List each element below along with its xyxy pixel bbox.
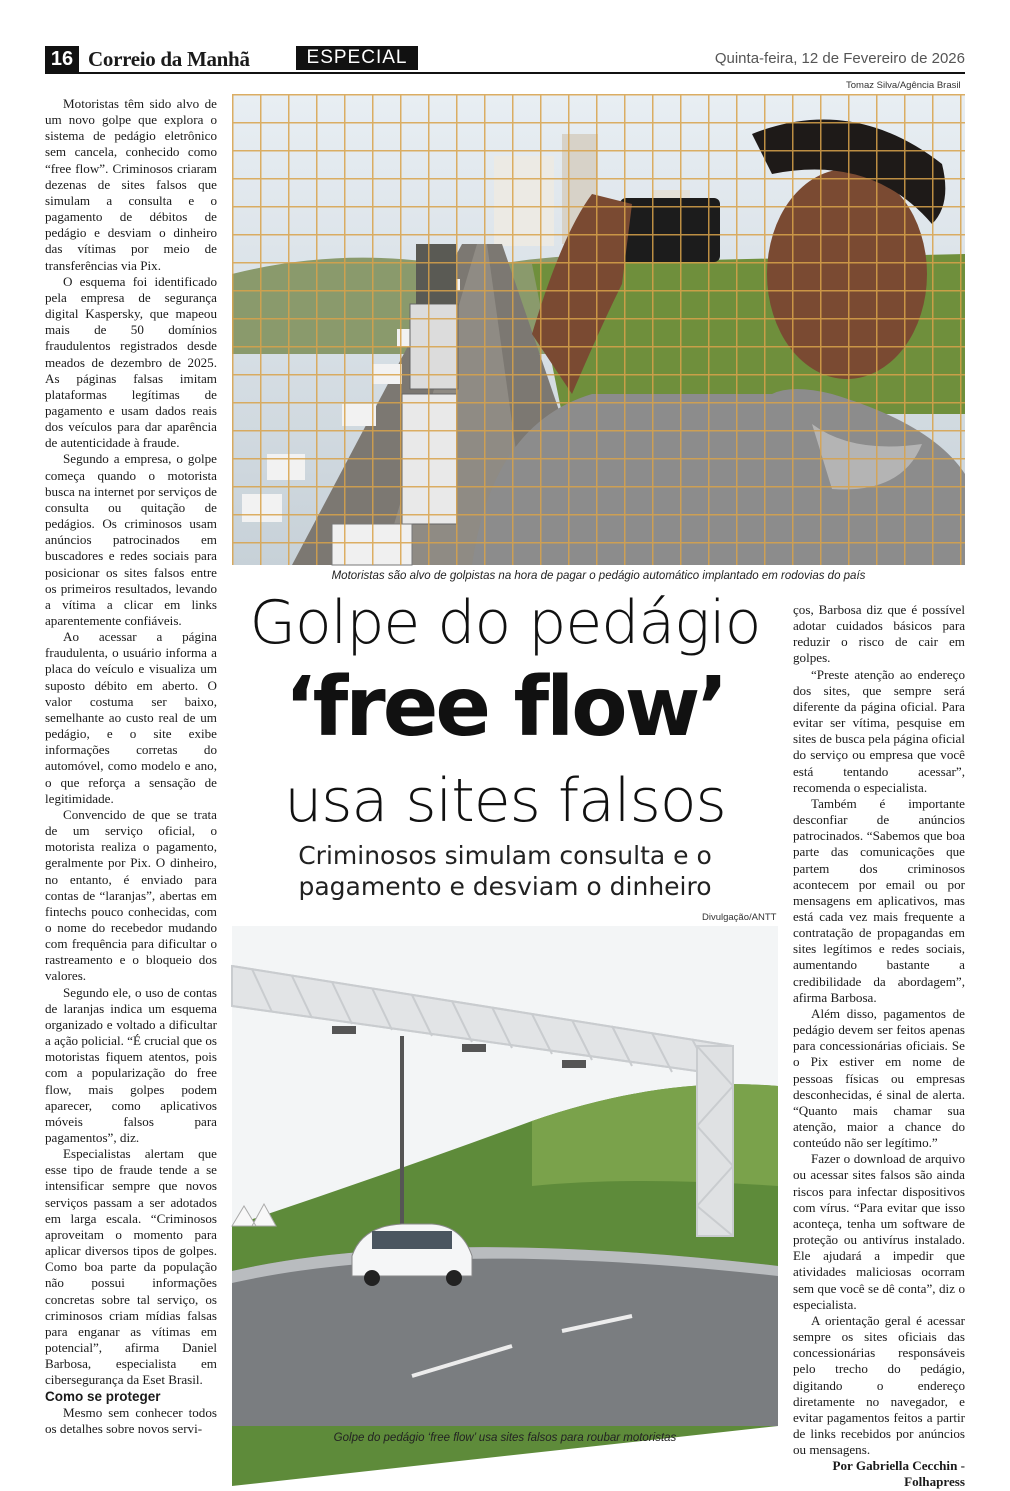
photo-highway-traffic: [232, 94, 965, 565]
masthead-logo: Correio da Manhã: [88, 47, 250, 71]
article-paragraph: A orientação geral é acessar sempre os sites oficiais das concessionárias responsáveis pelo trecho do pedágio, digitando o endereço diretamente no navegador, e evitar pagamentos feitos a partir de links recebidos por anúncios ou mensagens.: [793, 1312, 965, 1458]
article-paragraph: Convencido de que se trata de um serviço oficial, o motorista realiza o pagamento, geralmente por Pix. O dinheiro, no entanto, é enviado para contas de “laranjas”, abertas em fintechs pouco conhecidas, com o nome do recebedor mudando com frequência para dificultar o rastreamento e o bloqueio dos valores.: [45, 806, 217, 984]
byline-author: Por Gabriella Cecchin -: [832, 1458, 965, 1474]
article-paragraph: Fazer o download de arquivo ou acessar sites falsos são ainda riscos para infectar dispositivos com vírus. “Para evitar que isso aconteça, tenha um software de proteção ou antivírus instalado. Ele ajudará a impedir que atividades maliciosas ocorram sem que você se dê conta”, diz o especialista.: [793, 1151, 965, 1312]
article-paragraph: Segundo a empresa, o golpe começa quando o motorista busca na internet por serviços de consulta ou quitação de pedágios. Os criminosos usam anúncios patrocinados em buscadores e redes sociais para posicionar os sites falsos entre os primeiros resultados, levando a vítima a clicar em links aparentemente confiáveis.: [45, 451, 217, 628]
article-paragraph: “Preste atenção ao endereço dos sites, que sempre será diferente da página oficial. Para evitar ser vítima, pesquise em sites de busca pela página oficial do serviço ou empresa que você está tentando acessar”, recomenda o especialista.: [793, 666, 965, 795]
page-header: [0, 0, 1010, 80]
page-number: 16: [45, 46, 79, 72]
article-paragraph: O esquema foi identificado pela empresa de segurança digital Kaspersky, que mapeou mais de 50 domínios fraudulentos registrados desde meados de dezembro de 2025. As páginas falsas imitam plataformas legítimas de pagamento e usam dados reais dos veículos para dar aparência de autenticidade à fraude.: [45, 273, 217, 451]
headline-subtitle: Criminosos simulam consulta e o pagamento e desviam o dinheiro: [298, 841, 712, 901]
photo-credit-top: Tomaz Silva/Agência Brasil: [846, 80, 961, 91]
photo-toll-gantry: [232, 926, 778, 1426]
byline-agency: Folhapress: [904, 1474, 965, 1490]
headline-line-1: Golpe do pedágio: [249, 588, 761, 658]
photo-caption-bottom: Golpe do pedágio ‘free flow’ usa sites falsos para roubar motoristas: [333, 1432, 677, 1444]
article-paragraph: Ao acessar a página fraudulenta, o usuário informa a placa do veículo e visualiza um suposto débito em aberto. O valor costuma ser baixo, semelhante ao custo real de um pedágio, e o site exibe informações corretas do automóvel, como modelo e ano, o que reforça a sensação de legitimidade.: [45, 629, 217, 806]
headline-line-3: usa sites falsos: [284, 766, 726, 836]
photo-credit-bottom: Divulgação/ANTT: [702, 912, 777, 923]
article-paragraph: ços, Barbosa diz que é possível adotar cuidados básicos para reduzir o risco de cair em golpes.: [793, 602, 965, 666]
article-paragraph: Também é importante desconfiar de anúncios patrocinados. “Sabemos que boa parte das comunicações que partem dos criminosos acontecem por email ou por mensagens em aplicativos, mas está cada vez mais frequente a contratação de propagandas em sites legítimos e redes sociais, aumentando bastante a credibilidade da abordagem”, afirma Barbosa.: [793, 795, 965, 1005]
article-paragraph: Especialistas alertam que esse tipo de fraude tende a se intensificar sempre que novos serviços passam a ser adotados em larga escala. “Criminosos aproveitam o momento para aplicar diversos tipos de golpes. Como boa parte da população não possui informações concretas sobre tal serviço, os criminosos criam mídias falsas para enganar as vítimas em potencial”, afirma Daniel Barbosa, especialista em cibersegurança da Eset Brasil.: [45, 1146, 217, 1388]
article-paragraph: Motoristas têm sido alvo de um novo golpe que explora o sistema de pedágio eletrônico sem cancela, conhecido como “free flow”. Criminosos criaram dezenas de sites falsos que simulam a consulta e o pagamento de débitos de pedágio e desviam o dinheiro das vítimas por meio de transferências via Pix.: [45, 96, 217, 273]
article-column-right: [793, 602, 965, 1490]
article-paragraph: Mesmo sem conhecer todos os detalhes sobre novos servi-: [45, 1404, 217, 1436]
photo-gantry-illustration: [232, 926, 778, 1426]
headline-line-2: ‘free flow’: [284, 660, 726, 755]
photo-highway-illustration: [232, 94, 965, 565]
article-column-left: [45, 96, 217, 1458]
subhead: Como se proteger: [45, 1388, 161, 1404]
issue-date: Quinta-feira, 12 de Fevereiro de 2026: [714, 50, 965, 67]
article-paragraph: Além disso, pagamentos de pedágio devem ser feitos apenas para concessionárias oficiais. Se o Pix estiver em nome de pessoas físicas ou empresas desconhecidas, é sinal de alerta. “Quanto mais chamar sua atenção, maior a chance do conteúdo não ser legítimo.”: [793, 1005, 965, 1151]
article-paragraph: Segundo ele, o uso de contas de laranjas indica um esquema organizado e voltado a dificultar a ação policial. “É crucial que os motoristas fiquem atentos, pois com a popularização do free flow, mais golpes podem aparecer, como aplicativos móveis falsos para pagamentos”, diz.: [45, 984, 217, 1145]
photo-caption-top: Motoristas são alvo de golpistas na hora de pagar o pedágio automático implantado em rodovias do país: [331, 570, 866, 582]
header-divider: [45, 72, 965, 74]
section-tag: ESPECIAL: [296, 46, 418, 70]
